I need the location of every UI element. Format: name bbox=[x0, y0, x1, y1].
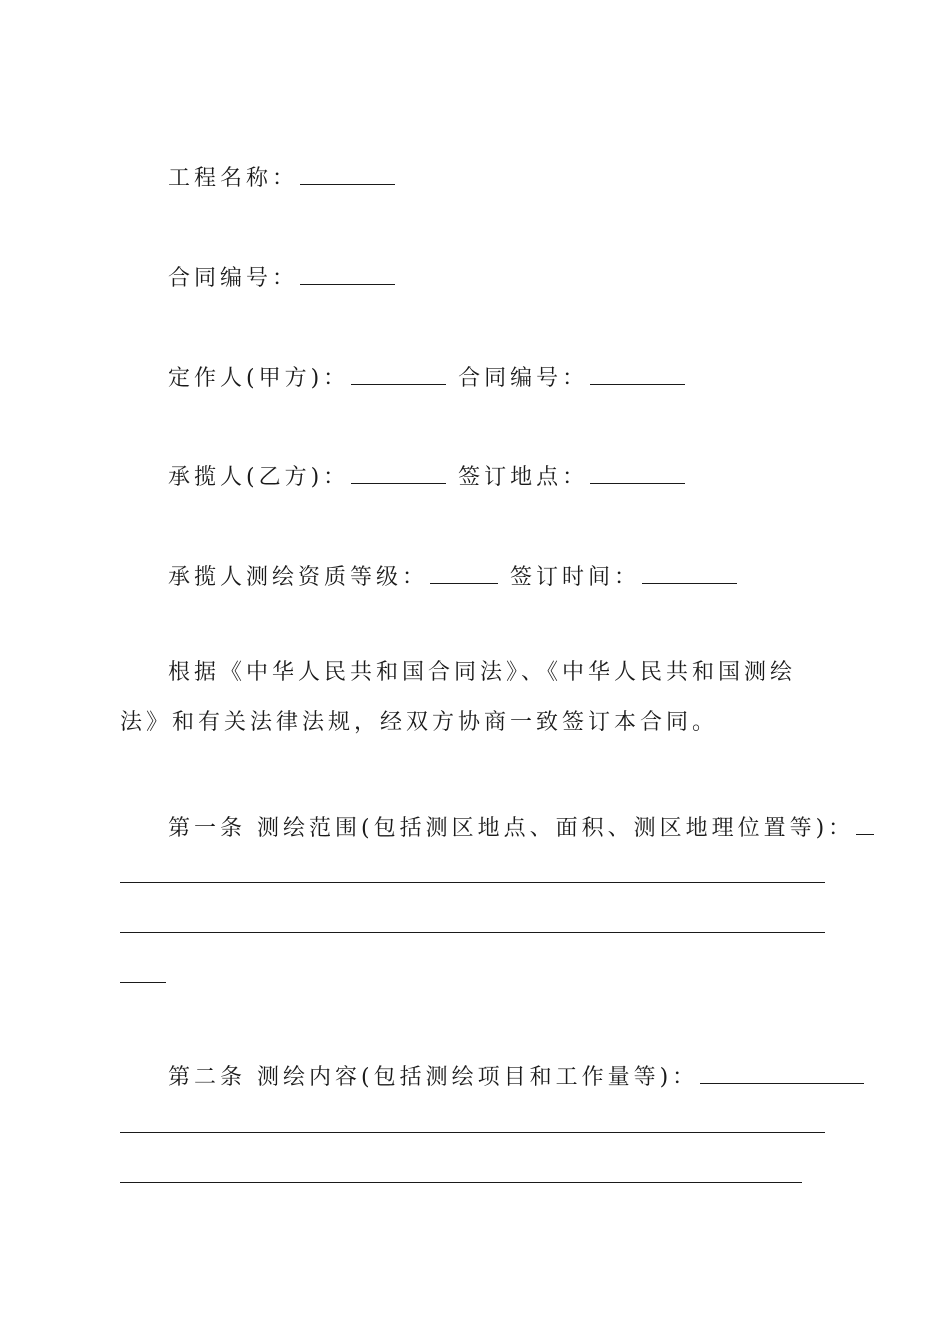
orderer-line bbox=[168, 362, 697, 394]
contractor-line bbox=[168, 461, 697, 493]
contractor-blank[interactable] bbox=[351, 461, 446, 484]
article-1-label: 第一条 测绘范围(包括测区地点、面积、测区地理位置等)： bbox=[168, 816, 855, 841]
project-name-blank[interactable] bbox=[300, 162, 395, 185]
orderer-blank[interactable] bbox=[351, 362, 446, 385]
sign-place-blank[interactable] bbox=[590, 461, 685, 484]
contract-no-2-label: 合同编号： bbox=[458, 366, 589, 391]
article-2-line bbox=[168, 1061, 864, 1093]
contract-no-label: 合同编号： bbox=[168, 266, 299, 291]
qualification-label: 承揽人测绘资质等级： bbox=[168, 565, 429, 590]
sign-time-label: 签订时间： bbox=[510, 565, 641, 590]
contract-no-2-blank[interactable] bbox=[590, 362, 685, 385]
article-2-blank-start[interactable] bbox=[700, 1061, 864, 1084]
sign-place-label: 签订地点： bbox=[458, 465, 589, 490]
article-2-fill-line-1[interactable] bbox=[120, 1132, 825, 1133]
sign-time-blank[interactable] bbox=[642, 561, 737, 584]
article-1-fill-line-1[interactable] bbox=[120, 882, 825, 883]
project-name-line bbox=[168, 162, 407, 194]
article-1-fill-line-3[interactable] bbox=[120, 982, 166, 983]
orderer-label: 定作人(甲方)： bbox=[168, 366, 350, 391]
qualification-blank[interactable] bbox=[430, 561, 498, 584]
article-1-fill-line-2[interactable] bbox=[120, 932, 825, 933]
article-1-line bbox=[168, 812, 874, 844]
contract-no-line bbox=[168, 262, 407, 294]
contract-no-blank[interactable] bbox=[300, 262, 395, 285]
contractor-label: 承揽人(乙方)： bbox=[168, 465, 350, 490]
article-2-label: 第二条 测绘内容(包括测绘项目和工作量等)： bbox=[168, 1065, 699, 1090]
article-1-blank-start[interactable] bbox=[856, 812, 874, 835]
article-2-fill-line-2[interactable] bbox=[120, 1182, 802, 1183]
project-name-label: 工程名称： bbox=[168, 166, 299, 191]
preamble-paragraph: 根据《中华人民共和国合同法》、《中华人民共和国测绘法》和有关法律法规，经双方协商一致签订本合同。 bbox=[120, 660, 797, 735]
qualification-line bbox=[168, 561, 749, 593]
